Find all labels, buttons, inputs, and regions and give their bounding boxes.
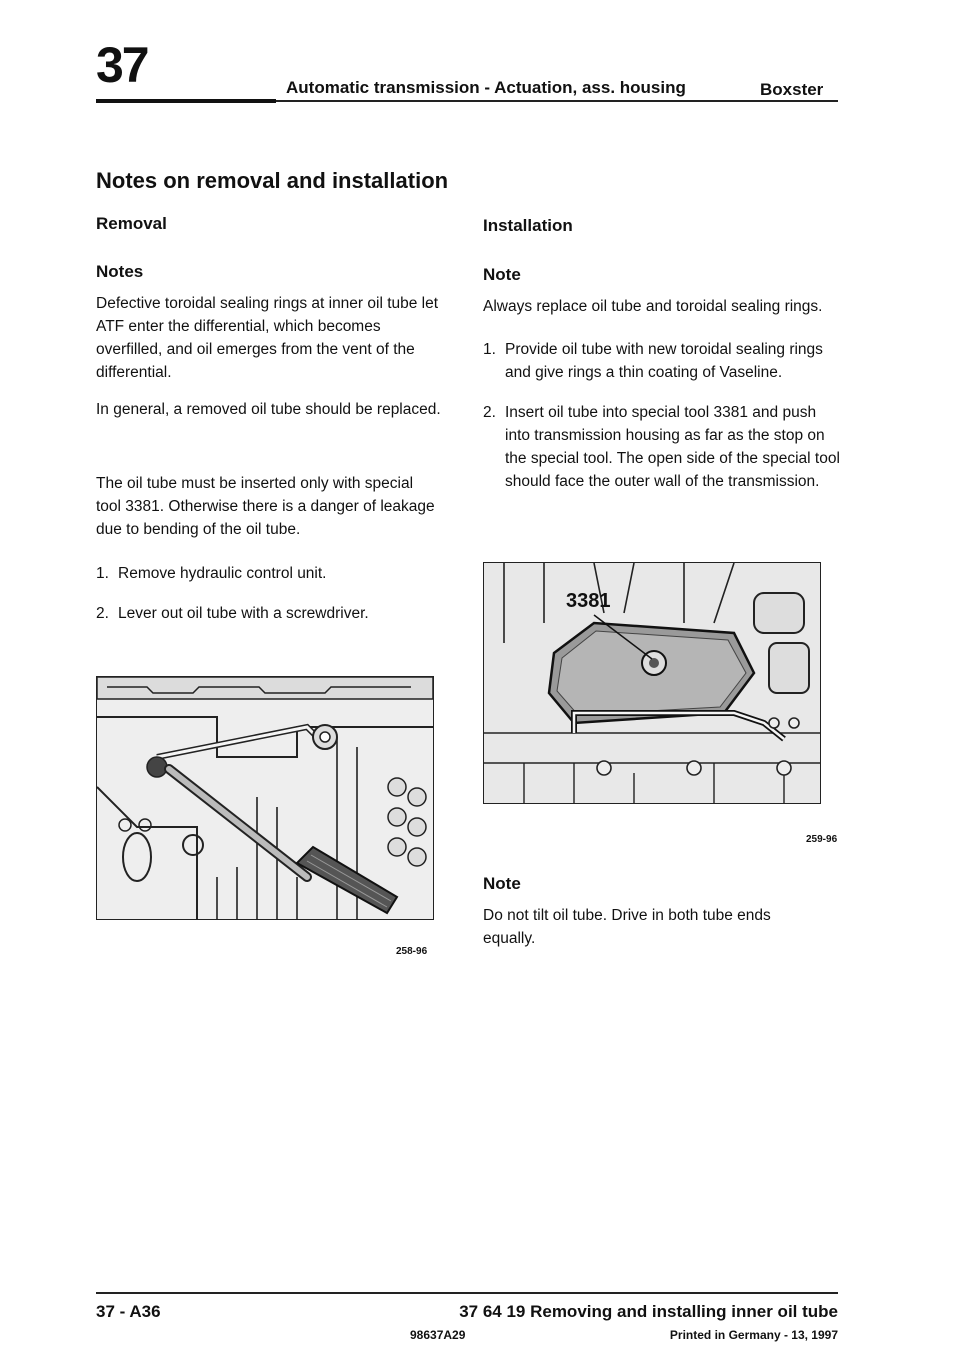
document-code: 98637A29 — [410, 1328, 466, 1342]
installation-steps — [483, 338, 843, 510]
footer-rule — [96, 1292, 838, 1294]
installation-step-2: 2. Insert oil tube into special tool 3381 and push into transmission housing as far as the stop on the special tool. The open side of the special tool should face the outer wall of the transmission. — [483, 404, 840, 490]
removal-paragraph-1: Defective toroidal sealing rings at inner oil tube let ATF enter the differential, which becomes overfilled, and oil emerges from the vent of the differential. — [96, 295, 439, 381]
page-title: Automatic transmission - Actuation, ass. housing — [286, 78, 686, 97]
figure-number-259: 259-96 — [806, 834, 838, 845]
installation-step-1: 1. Provide oil tube with new toroidal sealing rings and give rings a thin coating of Vaseline. — [483, 341, 823, 381]
figure-screwdriver-removal — [96, 676, 434, 920]
model-name: Boxster — [760, 80, 824, 99]
installation-note2-text: Do not tilt oil tube. Drive in both tube ends equally. — [483, 907, 771, 947]
figure-special-tool — [483, 562, 821, 804]
installation-heading: Installation — [483, 216, 573, 235]
removal-paragraph-3: The oil tube must be inserted only with special tool 3381. Otherwise there is a danger of leakage due to bending of the oil tube. — [96, 475, 435, 538]
installation-note-text: Always replace oil tube and toroidal sealing rings. — [483, 298, 823, 315]
group-number: 37 — [96, 37, 148, 93]
page-number: 37 - A36 — [96, 1302, 161, 1321]
removal-notes-heading: Notes — [96, 262, 144, 281]
removal-heading: Removal — [96, 214, 167, 233]
removal-step-1: 1. Remove hydraulic control unit. — [96, 565, 327, 582]
installation-note-heading: Note — [483, 265, 521, 284]
tool-label-3381: 3381 — [566, 590, 611, 612]
figure-number-258: 258-96 — [396, 946, 428, 957]
removal-paragraph-2: In general, a removed oil tube should be replaced. — [96, 401, 441, 418]
header-rule-accent — [96, 99, 276, 103]
screwdriver-illustration — [97, 677, 433, 919]
footer-title: 37 64 19 Removing and installing inner oil tube — [459, 1302, 838, 1321]
removal-steps — [96, 562, 456, 642]
print-info: Printed in Germany - 13, 1997 — [669, 1328, 838, 1342]
special-tool-illustration — [484, 563, 820, 803]
removal-step-2: 2. Lever out oil tube with a screwdriver. — [96, 605, 369, 622]
installation-note2-heading: Note — [483, 874, 521, 893]
main-heading: Notes on removal and installation — [96, 168, 449, 193]
